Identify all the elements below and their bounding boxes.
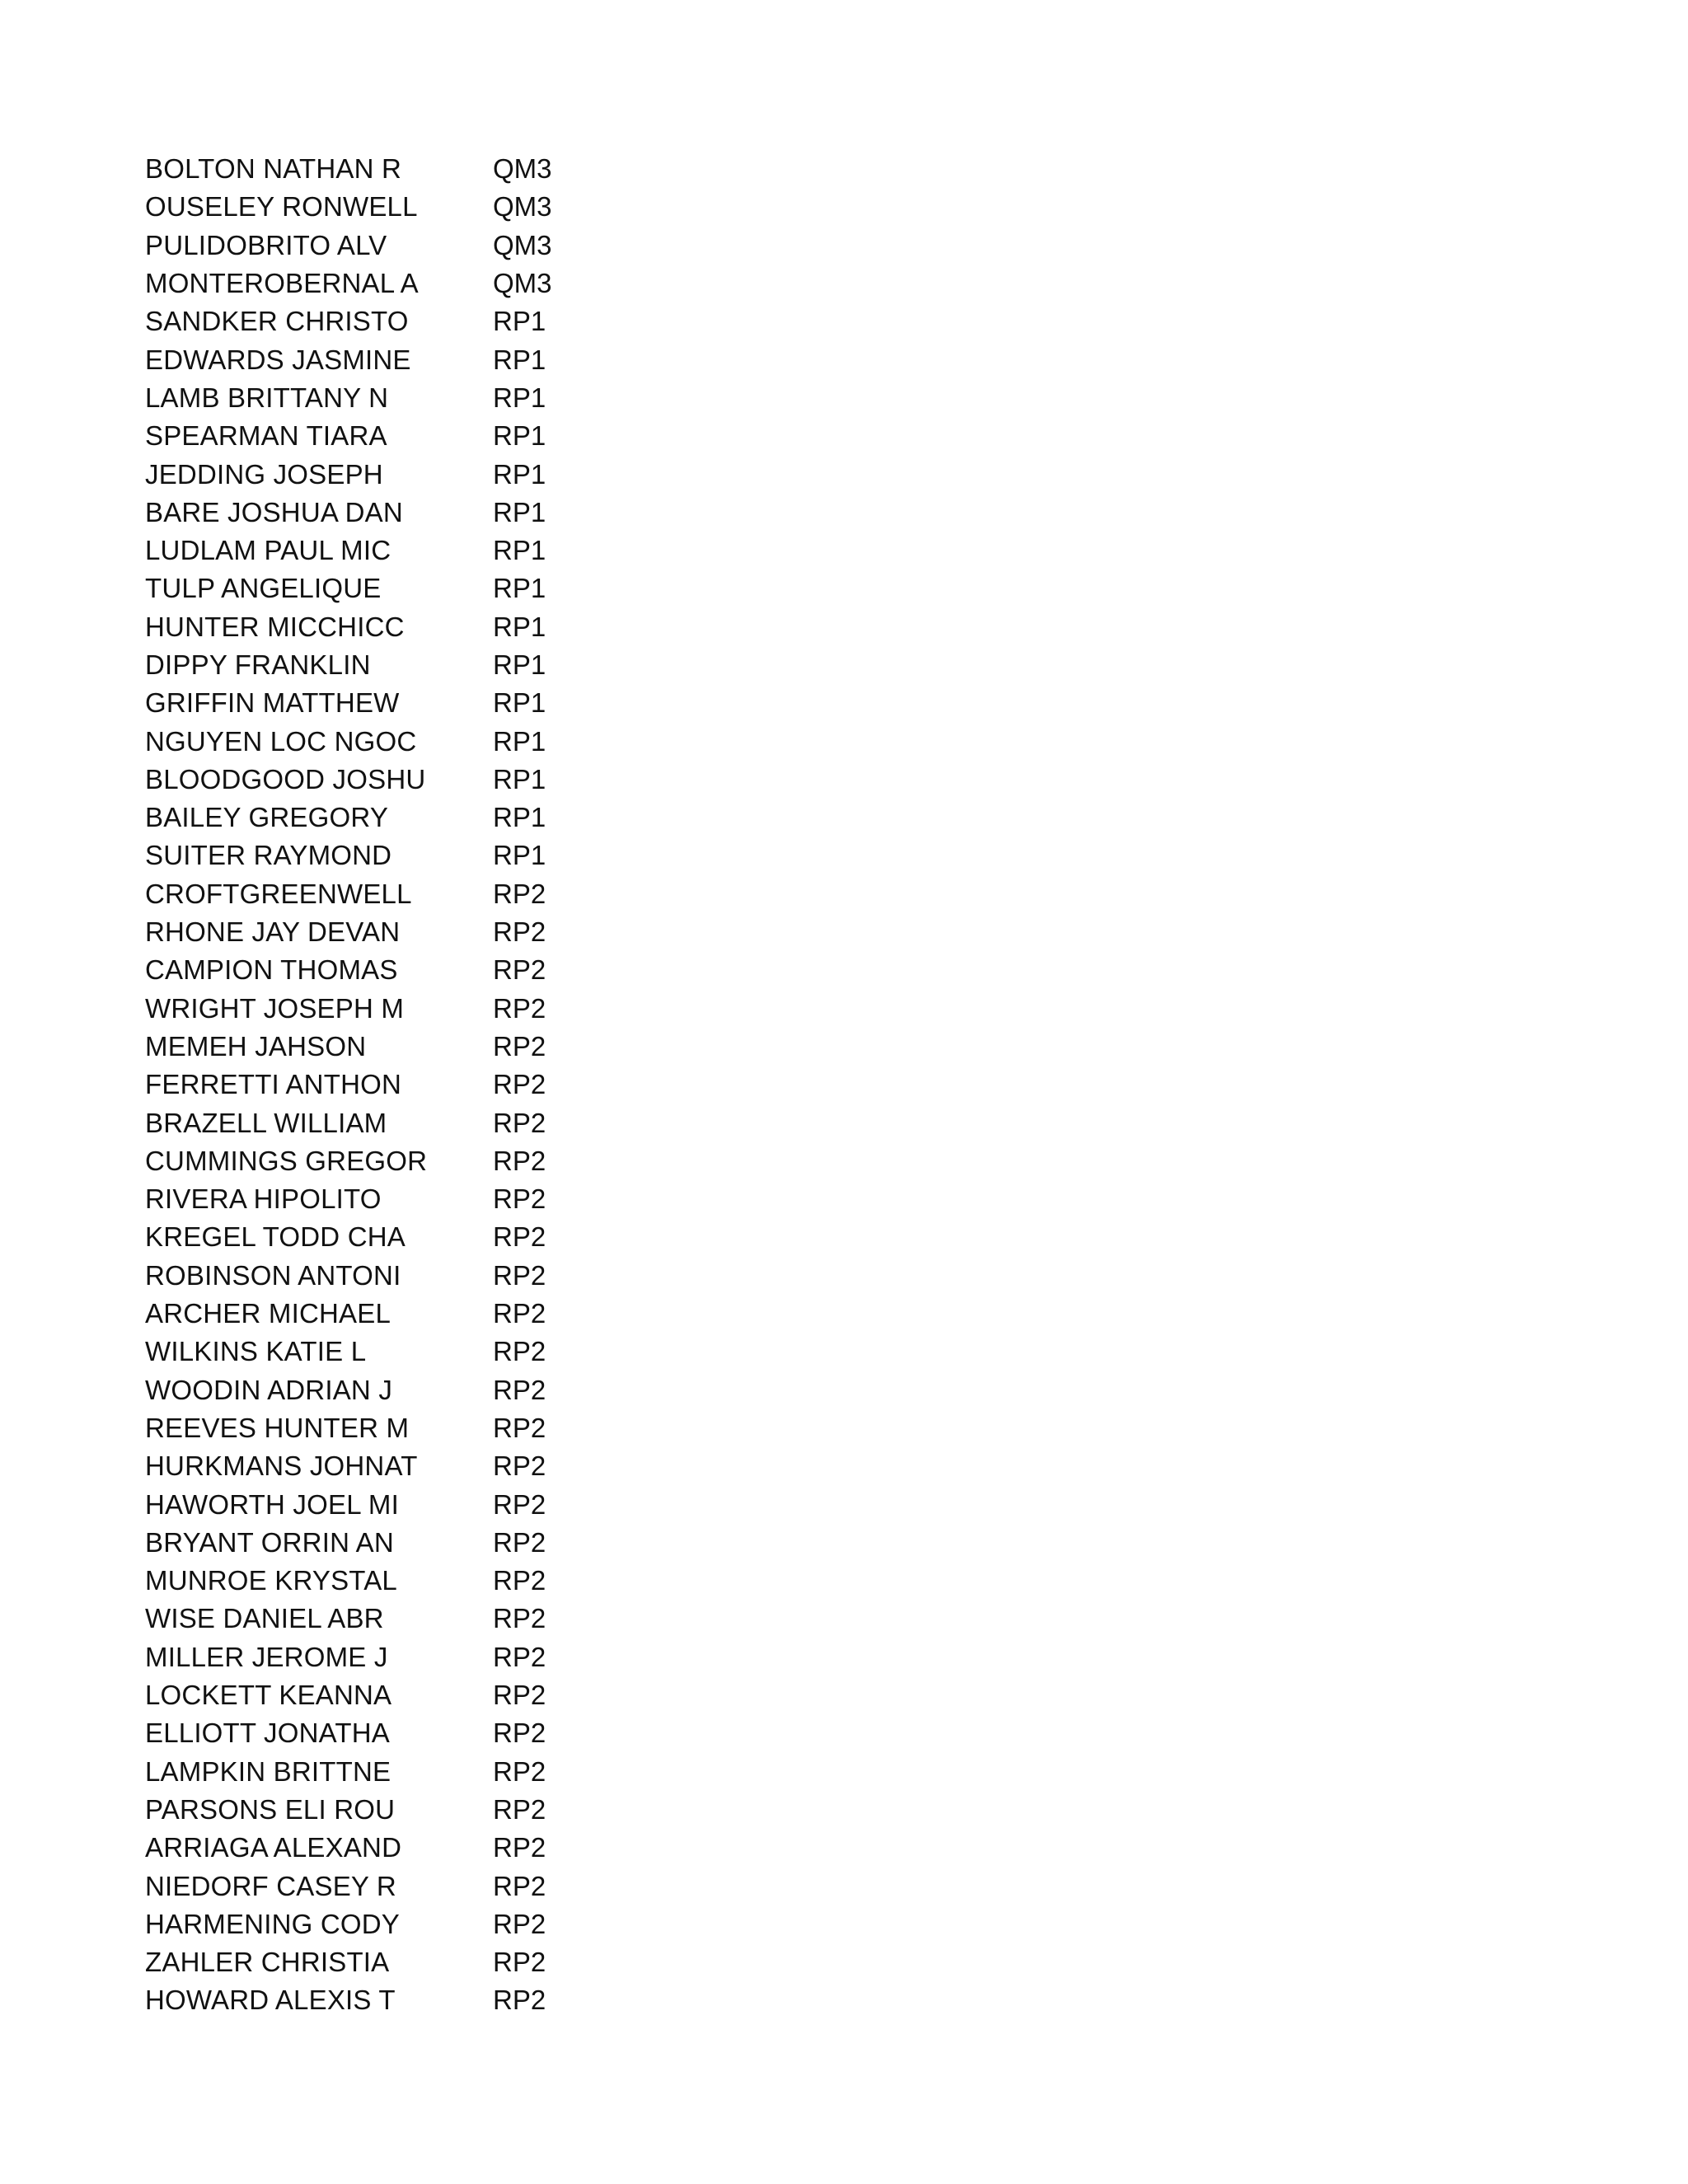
member-name: OUSELEY RONWELL <box>145 191 418 223</box>
member-rate: RP1 <box>493 344 546 375</box>
member-name: LOCKETT KEANNA <box>145 1680 392 1711</box>
member-rate: RP2 <box>493 916 546 948</box>
member-name: BRAZELL WILLIAM <box>145 1107 387 1138</box>
member-name: FERRETTI ANTHON <box>145 1069 402 1100</box>
roster-row <box>145 227 640 265</box>
member-rate: RP2 <box>493 1107 546 1138</box>
roster-row <box>145 1180 640 1218</box>
member-rate: RP2 <box>493 1488 546 1520</box>
member-name: BRYANT ORRIN AN <box>145 1526 394 1558</box>
member-name: TULP ANGELIQUE <box>145 573 382 604</box>
member-rate: RP2 <box>493 1412 546 1443</box>
member-rate: RP2 <box>493 1985 546 2016</box>
member-rate: RP1 <box>493 420 546 452</box>
member-rate: RP1 <box>493 573 546 604</box>
member-name: HURKMANS JOHNAT <box>145 1451 418 1482</box>
roster-row <box>145 150 640 188</box>
roster-row <box>145 379 640 417</box>
member-rate: QM3 <box>493 229 552 260</box>
member-rate: RP2 <box>493 1183 546 1215</box>
member-rate: RP1 <box>493 535 546 566</box>
roster-row <box>145 1104 640 1141</box>
roster-row <box>145 1676 640 1714</box>
roster-row <box>145 1218 640 1256</box>
member-name: LAMB BRITTANY N <box>145 382 389 413</box>
member-name: PARSONS ELI ROU <box>145 1793 396 1825</box>
roster-row <box>145 875 640 913</box>
roster-row <box>145 455 640 493</box>
member-rate: RP2 <box>493 992 546 1024</box>
member-rate: RP2 <box>493 1565 546 1596</box>
member-rate: QM3 <box>493 191 552 223</box>
member-name: JEDDING JOSEPH <box>145 458 383 490</box>
member-name: MEMEH JAHSON <box>145 1030 367 1062</box>
roster-row <box>145 837 640 874</box>
roster-row <box>145 1295 640 1333</box>
roster-row <box>145 1524 640 1562</box>
roster-row <box>145 1257 640 1295</box>
roster-row <box>145 1638 640 1676</box>
member-rate: RP2 <box>493 1947 546 1978</box>
member-name: NIEDORF CASEY R <box>145 1870 396 1901</box>
roster-row <box>145 532 640 569</box>
member-name: GRIFFIN MATTHEW <box>145 687 400 719</box>
roster-row <box>145 340 640 378</box>
member-rate: RP1 <box>493 840 546 871</box>
member-rate: RP2 <box>493 1221 546 1253</box>
roster-row <box>145 608 640 646</box>
member-name: ZAHLER CHRISTIA <box>145 1947 390 1978</box>
member-rate: RP2 <box>493 954 546 986</box>
member-rate: RP1 <box>493 458 546 490</box>
member-name: LAMPKIN BRITTNE <box>145 1755 392 1787</box>
member-rate: RP1 <box>493 496 546 527</box>
member-rate: RP1 <box>493 802 546 833</box>
member-name: EDWARDS JASMINE <box>145 344 411 375</box>
member-rate: RP1 <box>493 611 546 642</box>
member-name: PULIDOBRITO ALV <box>145 229 387 260</box>
member-name: LUDLAM PAUL MIC <box>145 535 392 566</box>
roster-row <box>145 990 640 1028</box>
member-name: MILLER JEROME J <box>145 1641 388 1672</box>
roster-row <box>145 1791 640 1829</box>
member-rate: RP2 <box>493 878 546 909</box>
member-rate: RP2 <box>493 1145 546 1176</box>
member-rate: RP2 <box>493 1680 546 1711</box>
member-name: BARE JOSHUA DAN <box>145 496 403 527</box>
member-rate: RP2 <box>493 1718 546 1749</box>
roster-list <box>145 150 640 2020</box>
roster-row <box>145 265 640 302</box>
roster-row <box>145 1028 640 1066</box>
member-name: BAILEY GREGORY <box>145 802 389 833</box>
member-rate: RP2 <box>493 1069 546 1100</box>
member-rate: RP1 <box>493 649 546 680</box>
member-rate: QM3 <box>493 153 552 185</box>
roster-row <box>145 188 640 226</box>
roster-row <box>145 1905 640 1943</box>
member-rate: RP2 <box>493 1641 546 1672</box>
member-rate: RP1 <box>493 725 546 757</box>
member-rate: RP2 <box>493 1526 546 1558</box>
member-rate: RP2 <box>493 1030 546 1062</box>
member-name: BLOODGOOD JOSHU <box>145 763 426 794</box>
member-name: WRIGHT JOSEPH M <box>145 992 405 1024</box>
roster-row <box>145 1142 640 1180</box>
member-rate: RP2 <box>493 1374 546 1405</box>
roster-row <box>145 1371 640 1409</box>
member-name: BOLTON NATHAN R <box>145 153 402 185</box>
member-name: MUNROE KRYSTAL <box>145 1565 397 1596</box>
member-name: HAWORTH JOEL MI <box>145 1488 399 1520</box>
member-rate: RP2 <box>493 1451 546 1482</box>
member-rate: RP2 <box>493 1870 546 1901</box>
member-rate: RP2 <box>493 1298 546 1329</box>
member-rate: RP2 <box>493 1908 546 1939</box>
member-name: HOWARD ALEXIS T <box>145 1985 396 2016</box>
member-name: ROBINSON ANTONI <box>145 1259 401 1291</box>
member-rate: RP2 <box>493 1259 546 1291</box>
member-name: KREGEL TODD CHA <box>145 1221 406 1253</box>
member-rate: RP1 <box>493 382 546 413</box>
member-name: SANDKER CHRISTO <box>145 306 409 337</box>
roster-row <box>145 1752 640 1790</box>
roster-row <box>145 494 640 532</box>
roster-row <box>145 1485 640 1523</box>
member-name: ARRIAGA ALEXAND <box>145 1832 402 1863</box>
member-rate: RP2 <box>493 1603 546 1634</box>
member-name: MONTEROBERNAL A <box>145 268 419 299</box>
roster-row <box>145 1562 640 1600</box>
member-name: SUITER RAYMOND <box>145 840 392 871</box>
member-rate: RP1 <box>493 763 546 794</box>
member-rate: RP2 <box>493 1793 546 1825</box>
roster-row <box>145 1981 640 2019</box>
member-rate: RP1 <box>493 687 546 719</box>
roster-row <box>145 951 640 989</box>
member-rate: QM3 <box>493 268 552 299</box>
member-rate: RP1 <box>493 306 546 337</box>
member-name: WISE DANIEL ABR <box>145 1603 384 1634</box>
roster-row <box>145 1714 640 1752</box>
roster-row <box>145 1943 640 1981</box>
roster-row <box>145 1867 640 1905</box>
member-name: REEVES HUNTER M <box>145 1412 410 1443</box>
roster-row <box>145 1066 640 1104</box>
member-rate: RP2 <box>493 1832 546 1863</box>
member-name: CUMMINGS GREGOR <box>145 1145 428 1176</box>
member-name: WILKINS KATIE L <box>145 1336 367 1367</box>
roster-row <box>145 761 640 799</box>
member-name: CAMPION THOMAS <box>145 954 398 986</box>
member-rate: RP2 <box>493 1336 546 1367</box>
member-name: CROFTGREENWELL <box>145 878 412 909</box>
roster-row <box>145 1333 640 1371</box>
member-name: HARMENING CODY <box>145 1908 400 1939</box>
roster-row <box>145 569 640 607</box>
member-name: ELLIOTT JONATHA <box>145 1718 391 1749</box>
roster-row <box>145 684 640 722</box>
member-name: NGUYEN LOC NGOC <box>145 725 417 757</box>
roster-row <box>145 913 640 951</box>
member-name: ARCHER MICHAEL <box>145 1298 392 1329</box>
member-name: RHONE JAY DEVAN <box>145 916 401 948</box>
member-name: RIVERA HIPOLITO <box>145 1183 382 1215</box>
roster-row <box>145 1447 640 1485</box>
member-name: SPEARMAN TIARA <box>145 420 387 452</box>
member-name: HUNTER MICCHICC <box>145 611 405 642</box>
roster-row <box>145 799 640 837</box>
roster-row <box>145 1829 640 1867</box>
member-name: WOODIN ADRIAN J <box>145 1374 393 1405</box>
roster-row <box>145 722 640 760</box>
member-name: DIPPY FRANKLIN <box>145 649 371 680</box>
roster-row <box>145 1600 640 1638</box>
roster-row <box>145 417 640 455</box>
roster-row <box>145 302 640 340</box>
member-rate: RP2 <box>493 1755 546 1787</box>
roster-row <box>145 646 640 684</box>
roster-row <box>145 1409 640 1447</box>
